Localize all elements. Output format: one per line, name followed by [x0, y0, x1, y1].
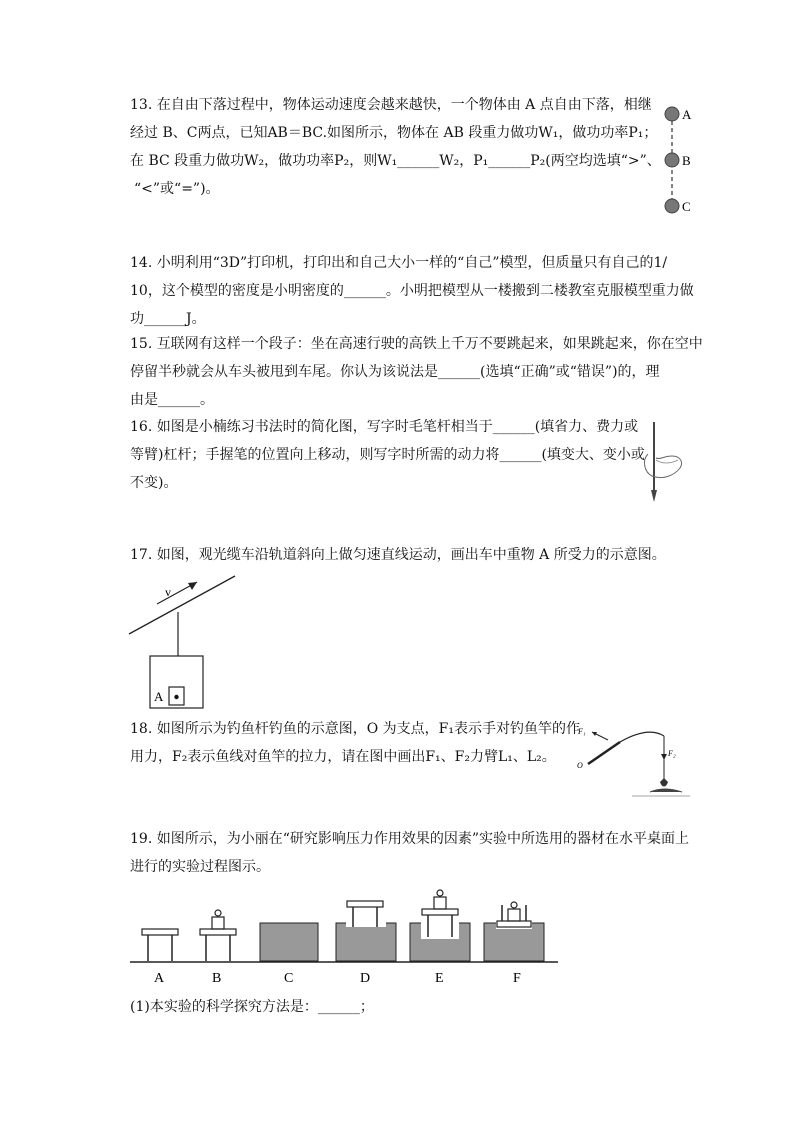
weight-icon	[212, 917, 224, 929]
q17-cable-car-figure	[125, 570, 240, 712]
object-a-label: A	[154, 689, 164, 704]
q19-line-2: 进行的实验过程图示。	[130, 859, 270, 875]
brush-tip-icon	[651, 490, 657, 502]
q15-line-1: 15. 互联网有这样一个段子：坐在高速行驶的高铁上千万不要跳起来，如果跳起来，你在空中	[130, 336, 703, 352]
setup-d	[336, 901, 396, 961]
q13-line-1: 13. 在自由下落过程中，物体运动速度会越来越快，一个物体由 A 点自由下落，相继	[130, 97, 652, 113]
q16-line-1: 16. 如图是小楠练习书法时的简化图，写字时毛笔杆相当于______(填省力、费力或	[130, 419, 639, 435]
q13-line-4: “<”或“=”)。	[134, 181, 220, 197]
f2-arrowhead-icon	[661, 754, 667, 760]
point-label-c: C	[682, 199, 691, 214]
q13-line-3: 在 BC 段重力做功W₂，做功功率P₂，则W₁______W₂，P₁______P₂(两空均选填“>”、	[130, 153, 661, 169]
q13-falling-figure	[656, 100, 700, 220]
fish-icon	[660, 778, 668, 787]
q18-fishing-rod-figure	[572, 722, 694, 804]
velocity-label: v	[165, 585, 171, 599]
q15-line-3: 由是______。	[130, 392, 214, 408]
water-splash-icon	[650, 789, 682, 792]
sponge-c	[260, 923, 318, 961]
cable-track	[129, 576, 235, 634]
weight-icon	[434, 897, 446, 909]
q14-line-2: 10，这个模型的密度是小明密度的______。小明把模型从一楼搬到二楼教室克服模型重力做	[130, 283, 694, 299]
hand-icon	[645, 454, 682, 478]
ball-a	[665, 107, 679, 121]
q18-line-2: 用力，F₂表示鱼线对鱼竿的拉力，请在图中画出F₁、F₂力臂L₁、L₂。	[130, 749, 556, 765]
label-a: A	[154, 971, 165, 986]
object-a-center	[174, 695, 178, 699]
label-e: E	[435, 971, 444, 986]
ball-b	[665, 153, 679, 167]
setup-b	[200, 910, 236, 961]
pivot-o-label: O	[577, 761, 583, 770]
q19-sub1: (1)本实验的科学探究方法是：______；	[130, 999, 374, 1015]
f1-label: F₁	[578, 727, 586, 736]
q18-line-1: 18. 如图所示为钓鱼杆钓鱼的示意图，O 为支点，F₁表示手对钓鱼竿的作	[130, 721, 580, 737]
q16-line-2: 等臂)杠杆；手握笔的位置向上移动，则写字时所需的动力将______(填变大、变小或	[130, 447, 645, 463]
q16-brush-figure	[640, 420, 690, 505]
point-label-b: B	[682, 153, 691, 168]
q19-line-1: 19. 如图所示，为小丽在“研究影响压力作用效果的因素”实验中所选用的器材在水平桌面上	[130, 831, 690, 847]
rod-tip	[620, 732, 664, 742]
label-f: F	[513, 971, 521, 986]
setup-a	[142, 929, 178, 961]
point-label-a: A	[682, 107, 692, 122]
ball-c	[665, 199, 679, 213]
f2-label: F₂	[668, 749, 676, 758]
setup-f	[484, 902, 544, 961]
label-d: D	[360, 971, 371, 986]
q14-line-3: 功______J。	[130, 311, 206, 327]
q19-experiment-figure	[128, 885, 560, 990]
q17-line-1: 17. 如图，观光缆车沿轨道斜向上做匀速直线运动，画出车中重物 A 所受力的示意图。	[130, 547, 666, 563]
q14-line-1: 14. 小明利用“3D”打印机，打印出和自己大小一样的“自己”模型，但质量只有自己的1/	[130, 255, 668, 271]
setup-e	[410, 890, 470, 961]
q15-line-2: 停留半秒就会从车头被甩到车尾。你认为该说法是______(选填“正确”或“错误”)的，理	[130, 364, 660, 380]
q13-line-2: 经过 B、C两点，已知AB＝BC.如图所示，物体在 AB 段重力做功W₁，做功功率P₁；	[130, 125, 658, 141]
label-b: B	[212, 971, 222, 986]
label-c: C	[284, 971, 294, 986]
rod-handle	[588, 742, 620, 764]
q16-line-3: 不变)。	[130, 475, 178, 491]
